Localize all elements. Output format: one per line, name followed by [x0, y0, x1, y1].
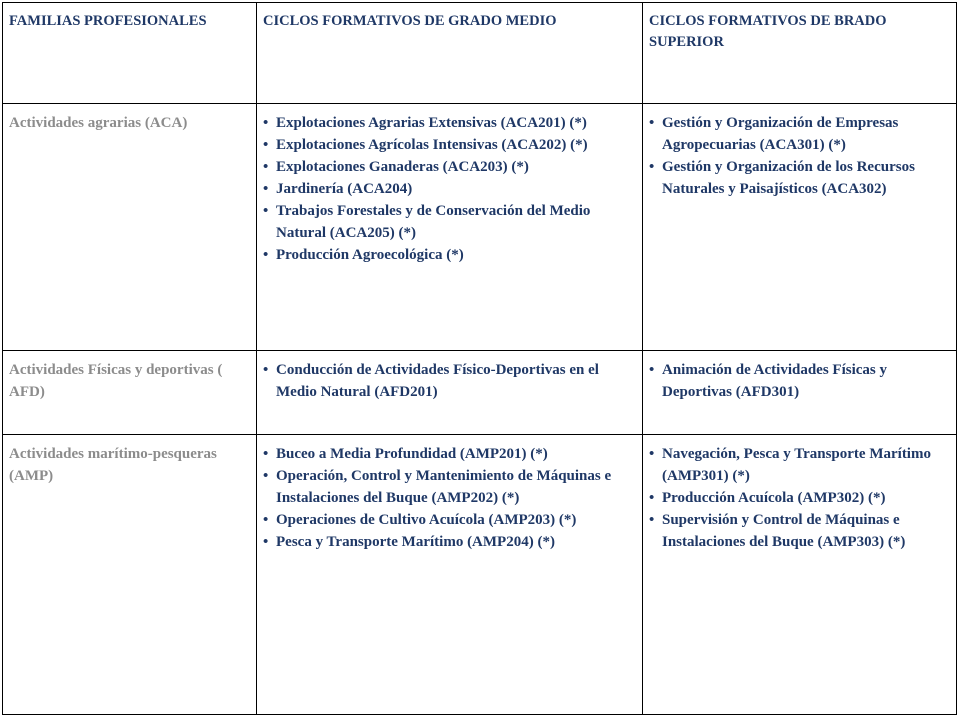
ciclos-list — [649, 112, 950, 200]
familia-cell: Actividades agrarias (ACA) — [3, 104, 257, 351]
ciclos-list — [263, 112, 636, 266]
list-item: • Operaciones de Cultivo Acuícola (AMP203) (*) — [263, 509, 636, 531]
table-row — [3, 104, 957, 351]
list-item: • Navegación, Pesca y Transporte Marítimo (AMP301) (*) — [649, 443, 950, 487]
list-item: • Trabajos Forestales y de Conservación del Medio Natural (ACA205) (*) — [263, 200, 636, 244]
familia-cell: Actividades marítimo-pesqueras (AMP) — [3, 435, 257, 715]
list-item: • Explotaciones Agrarias Extensivas (ACA201) (*) — [263, 112, 636, 134]
list-item: • Buceo a Media Profundidad (AMP201) (*) — [263, 443, 636, 465]
list-item: • Supervisión y Control de Máquinas e Instalaciones del Buque (AMP303) (*) — [649, 509, 950, 553]
list-item: • Producción Agroecológica (*) — [263, 244, 636, 266]
list-item: • Gestión y Organización de Empresas Agropecuarias (ACA301) (*) — [649, 112, 950, 156]
grado-superior-cell — [643, 435, 957, 715]
ciclos-list — [649, 443, 950, 553]
ciclos-list — [263, 359, 636, 403]
table-row — [3, 435, 957, 715]
list-item: • Jardinería (ACA204) — [263, 178, 636, 200]
ciclos-table — [2, 2, 957, 715]
list-item: • Gestión y Organización de los Recursos Naturales y Paisajísticos (ACA302) — [649, 156, 950, 200]
header-grado-medio: CICLOS FORMATIVOS DE GRADO MEDIO — [257, 3, 643, 104]
grado-superior-cell — [643, 351, 957, 435]
ciclos-list — [649, 359, 950, 403]
list-item: • Explotaciones Ganaderas (ACA203) (*) — [263, 156, 636, 178]
header-grado-superior: CICLOS FORMATIVOS DE BRADO SUPERIOR — [643, 3, 957, 104]
list-item: • Conducción de Actividades Físico-Deportivas en el Medio Natural (AFD201) — [263, 359, 636, 403]
grado-superior-cell — [643, 104, 957, 351]
grado-medio-cell — [257, 104, 643, 351]
header-familias: FAMILIAS PROFESIONALES — [3, 3, 257, 104]
table-row — [3, 351, 957, 435]
grado-medio-cell — [257, 351, 643, 435]
list-item: • Producción Acuícola (AMP302) (*) — [649, 487, 950, 509]
grado-medio-cell — [257, 435, 643, 715]
list-item: • Pesca y Transporte Marítimo (AMP204) (*) — [263, 531, 636, 553]
list-item: • Explotaciones Agrícolas Intensivas (ACA202) (*) — [263, 134, 636, 156]
table-header-row — [3, 3, 957, 104]
ciclos-list — [263, 443, 636, 553]
list-item: • Animación de Actividades Físicas y Deportivas (AFD301) — [649, 359, 950, 403]
familia-cell: Actividades Físicas y deportivas ( AFD) — [3, 351, 257, 435]
list-item: • Operación, Control y Mantenimiento de Máquinas e Instalaciones del Buque (AMP202) (*) — [263, 465, 636, 509]
